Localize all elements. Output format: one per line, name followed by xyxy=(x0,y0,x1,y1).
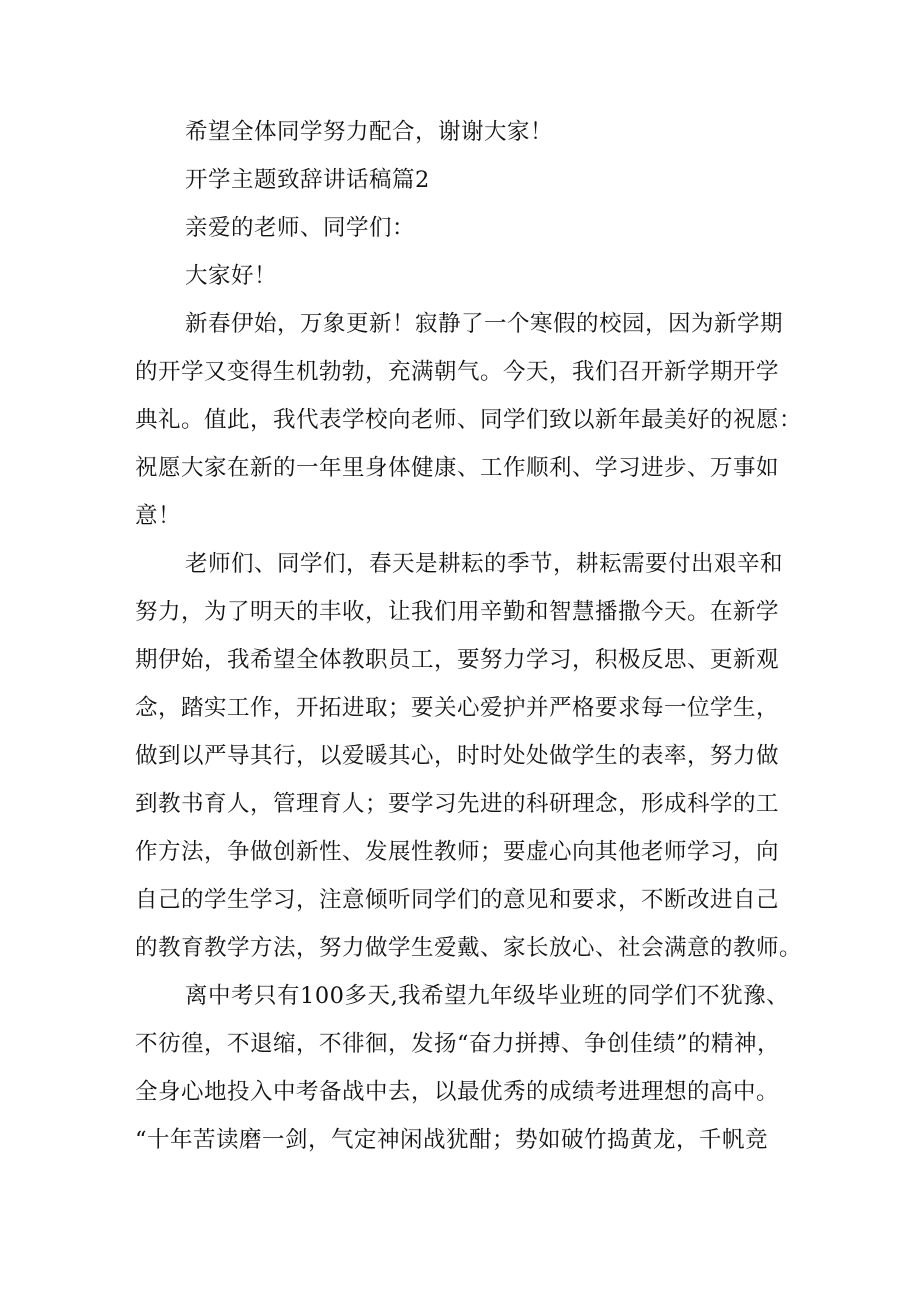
text-line: 意！ xyxy=(135,503,182,529)
text-line: 念，踏实工作，开拓进取；要关心爱护并严格要求每一位学生， xyxy=(135,695,780,721)
text-line: 大家好！ xyxy=(185,263,278,289)
text-line: 的教育教学方法，努力做学生爱戴、家长放心、社会满意的教师。 xyxy=(135,935,803,961)
text-line: 自己的学生学习，注意倾听同学们的意见和要求，不断改进自己 xyxy=(135,887,780,913)
text-line: “十年苦读磨一剑，气定神闲战犹酣；势如破竹捣黄龙，千帆竞 xyxy=(135,1127,769,1153)
text-line: 做到以严导其行，以爱暖其心，时时处处做学生的表率，努力做 xyxy=(135,743,780,769)
text-line: 祝愿大家在新的一年里身体健康、工作顺利、学习进步、万事如 xyxy=(135,455,780,481)
text-line: 新春伊始，万象更新！寂静了一个寒假的校园，因为新学期 xyxy=(185,311,784,337)
text-line: 希望全体同学努力配合，谢谢大家！ xyxy=(185,119,554,145)
text-line: 离中考只有100多天,我希望九年级毕业班的同学们不犹豫、 xyxy=(185,983,790,1009)
text-line: 老师们、同学们，春天是耕耘的季节，耕耘需要付出艰辛和 xyxy=(185,551,784,577)
text-line: 努力，为了明天的丰收，让我们用辛勤和智慧播撒今天。在新学 xyxy=(135,599,780,625)
text-line: 全身心地投入中考备战中去，以最优秀的成绩考进理想的高中。 xyxy=(135,1079,780,1105)
text-line: 典礼。值此，我代表学校向老师、同学们致以新年最美好的祝愿： xyxy=(135,407,803,433)
text-line: 期伊始，我希望全体教职员工，要努力学习，积极反思、更新观 xyxy=(135,647,780,673)
text-line: 到教书育人，管理育人；要学习先进的科研理念，形成科学的工 xyxy=(135,791,780,817)
text-line: 作方法，争做创新性、发展性教师；要虚心向其他老师学习，向 xyxy=(135,839,780,865)
text-line: 的开学又变得生机勃勃，充满朝气。今天，我们召开新学期开学 xyxy=(135,359,780,385)
text-line: 开学主题致辞讲话稿篇2 xyxy=(185,167,430,193)
text-line: 亲爱的老师、同学们： xyxy=(185,215,416,241)
text-line: 不彷徨，不退缩，不徘徊，发扬“奋力拼搏、争创佳绩”的精神， xyxy=(135,1031,781,1057)
document-body xyxy=(135,108,803,1164)
